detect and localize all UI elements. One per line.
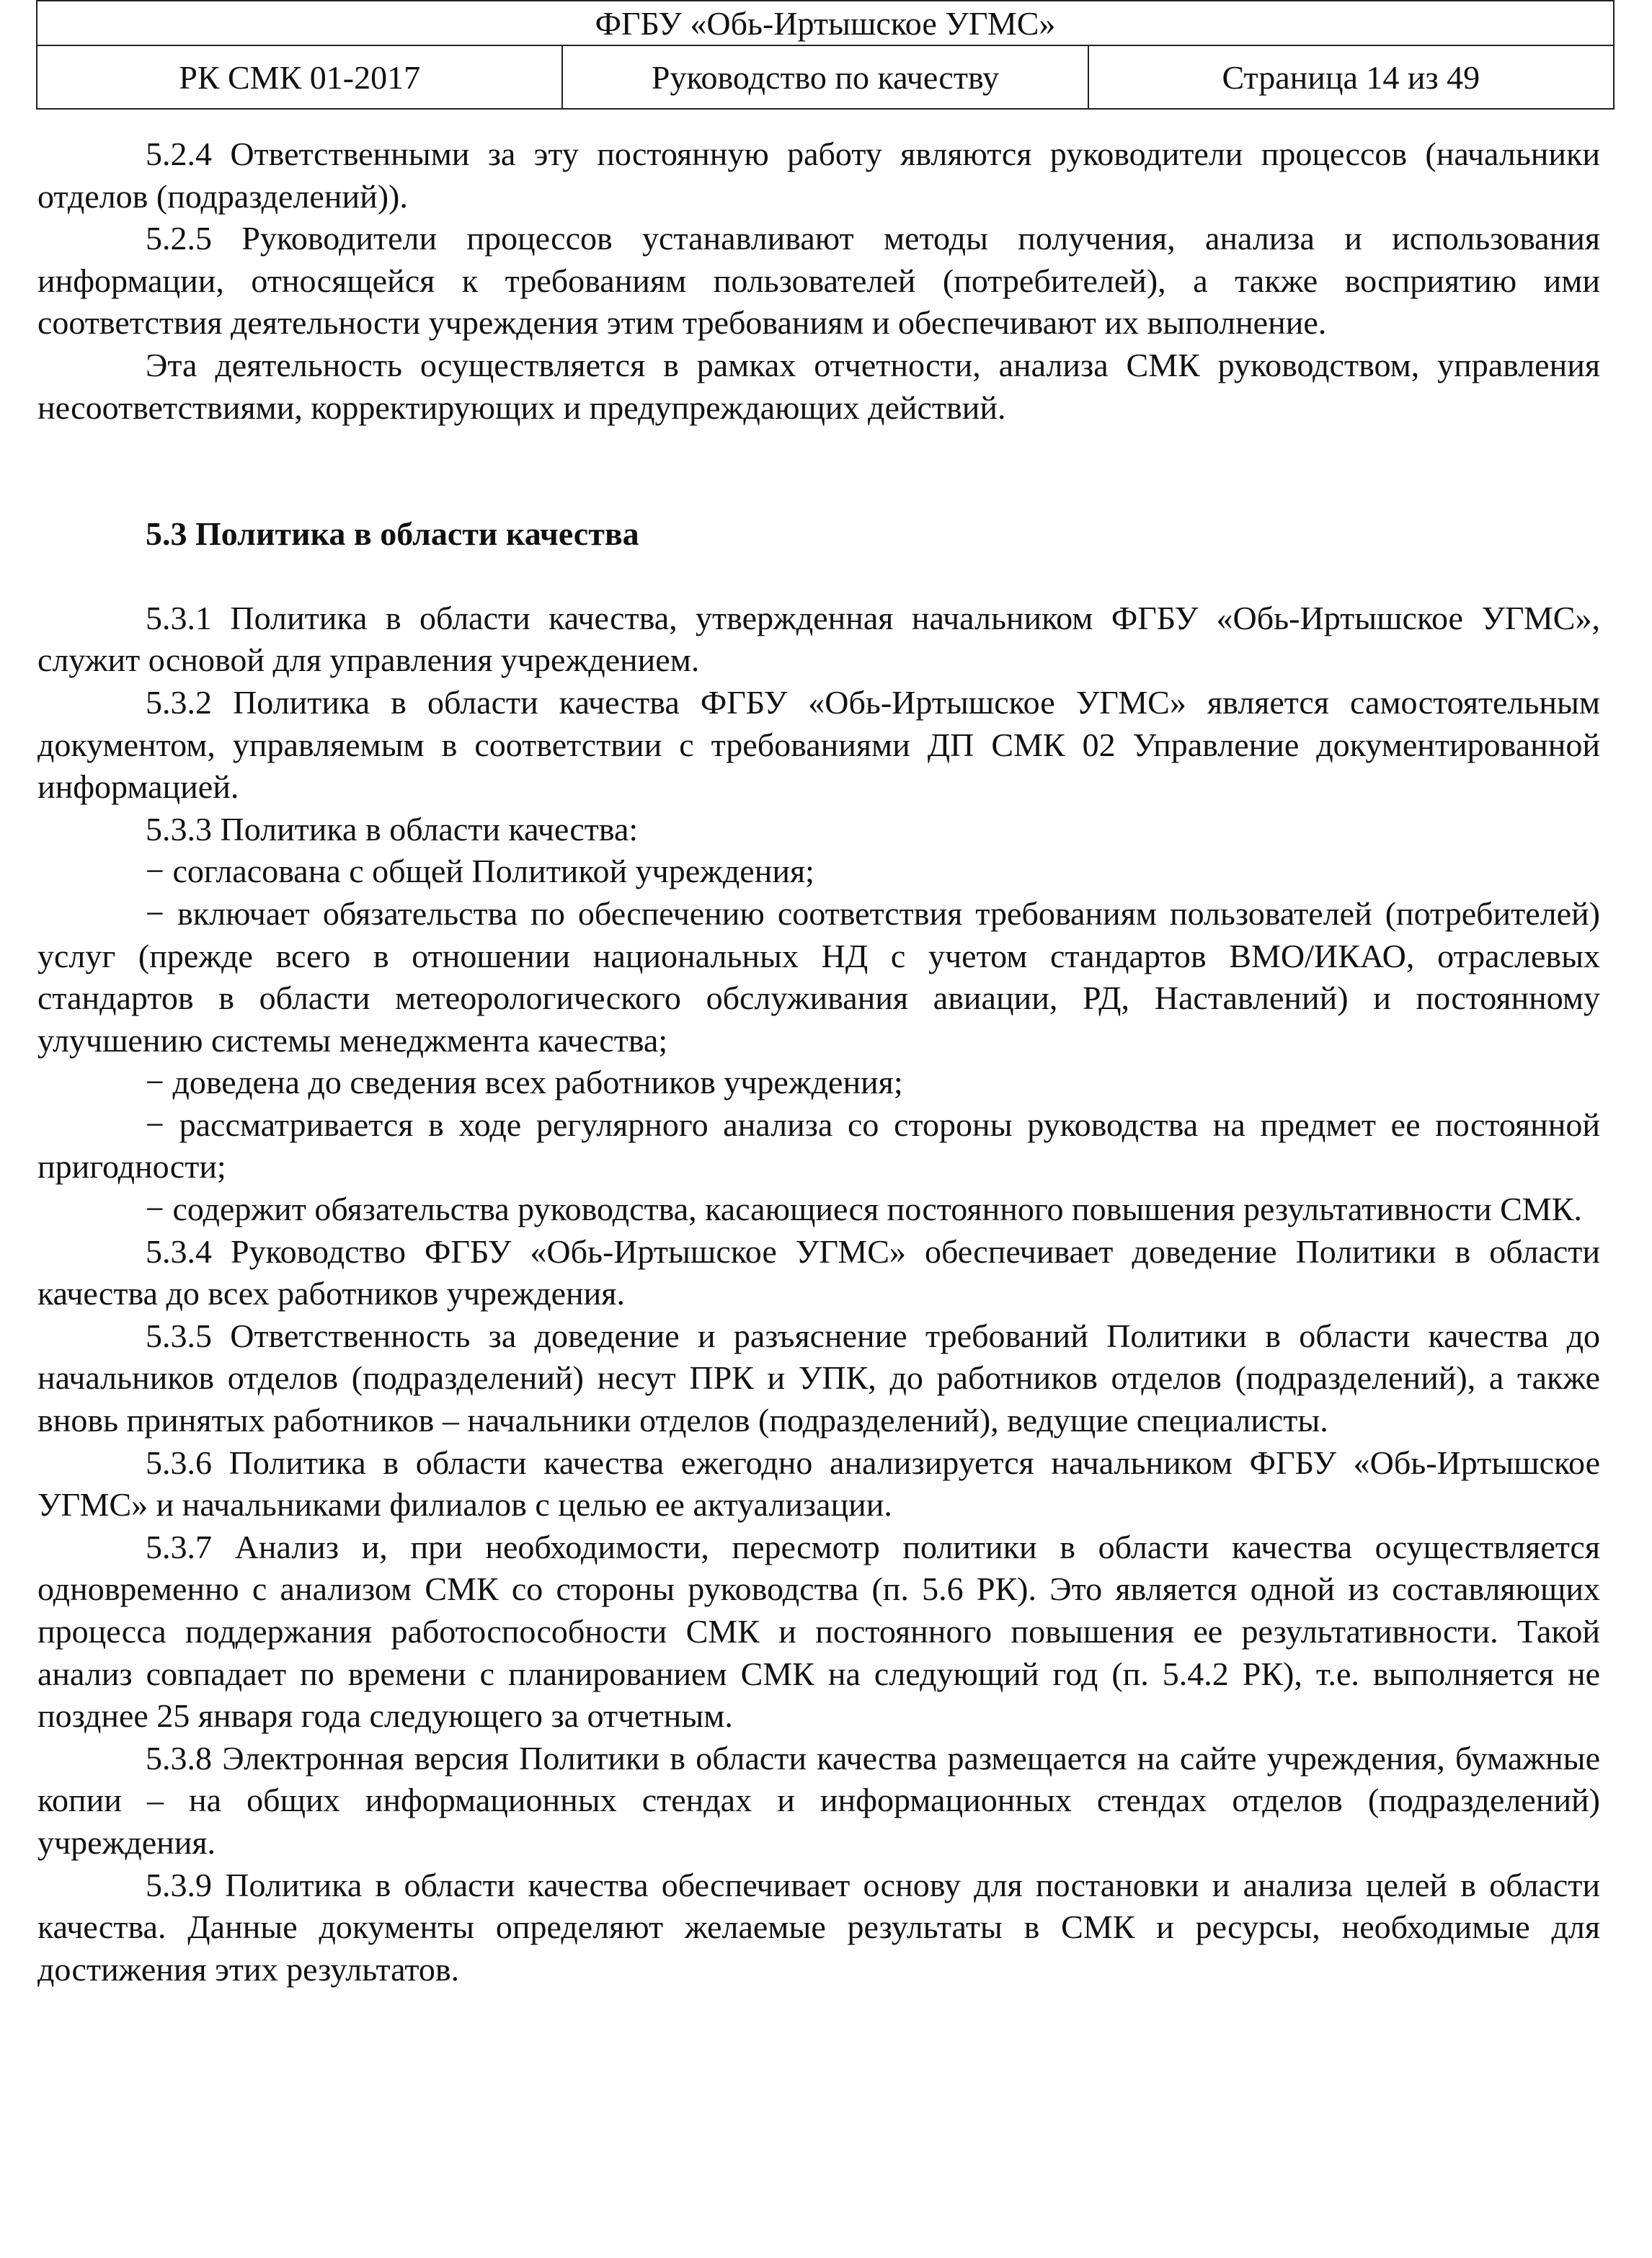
list-item: − рассматривается в ходе регулярного анализа со стороны руководства на предмет ее постоянной пригодности;: [37, 1106, 1600, 1186]
list-item: − содержит обязательства руководства, касающиеся постоянного повышения результативности СМК.: [146, 1191, 1582, 1228]
paragraph-5-3-6: 5.3.6 Политика в области качества ежегодно анализируется начальником ФГБУ «Обь-Иртышское УГМС» и начальниками филиалов с целью ее актуализации.: [37, 1444, 1600, 1524]
list-item: − согласована с общей Политикой учреждения;: [146, 853, 814, 890]
list-item: − доведена до сведения всех работников учреждения;: [146, 1064, 903, 1101]
section-title: 5.3 Политика в области качества: [146, 515, 639, 553]
header-organization: ФГБУ «Обь-Иртышское УГМС»: [37, 1, 1614, 45]
paragraph-5-2-4: 5.2.4 Ответственными за эту постоянную работу являются руководители процессов (начальники отделов (подразделений)).: [37, 135, 1600, 215]
header-doc-code: РК СМК 01-2017: [37, 45, 562, 109]
section-spacer: [37, 556, 1600, 597]
document-body: [37, 133, 1600, 1991]
paragraph-5-3-2: 5.3.2 Политика в области качества ФГБУ «Обь-Иртышское УГМС» является самостоятельным документом, управляемым в соответствии с требованиями ДП СМК 02 Управление документированной информацией.: [37, 683, 1600, 806]
paragraph-5-3-9: 5.3.9 Политика в области качества обеспечивает основу для постановки и анализа целей в области качества. Данные документы определяют желаемые результаты в СМК и ресурсы, необходимые для достижения этих результатов.: [37, 1866, 1600, 1988]
paragraph-5-2-5: 5.2.5 Руководители процессов устанавливают методы получения, анализа и использования информации, относящейся к требованиям пользователей (потребителей), а также восприятию ими соответствия деятельности учреждения этим требованиям и обеспечивают их выполнение.: [37, 220, 1600, 342]
paragraph-5-3-1: 5.3.1 Политика в области качества, утвержденная начальником ФГБУ «Обь-Иртышское УГМС», служит основой для управления учреждением.: [37, 599, 1600, 679]
paragraph-5-3-8: 5.3.8 Электронная версия Политики в области качества размещается на сайте учреждения, бумажные копии – на общих информационных стендах и информационных стендах отделов (подразделений) учреждения.: [37, 1739, 1600, 1861]
document-header-table: [36, 0, 1615, 110]
header-page-info: Страница 14 из 49: [1088, 45, 1614, 109]
paragraph-5-2-5-continued: Эта деятельность осуществляется в рамках отчетности, анализа СМК руководством, управления несоответствиями, корректирующих и предупреждающих действий.: [37, 346, 1600, 426]
paragraph-5-3-5: 5.3.5 Ответственность за доведение и разъяснение требований Политики в области качества до начальников отделов (подразделений) несут ПРК и УПК, до работников отделов (подразделений), а также вновь принятых работников – начальники отделов (подразделений), ведущие специалисты.: [37, 1317, 1600, 1439]
header-doc-title: Руководство по качеству: [562, 45, 1088, 109]
section-spacer: [37, 429, 1600, 513]
paragraph-5-3-3: 5.3.3 Политика в области качества:: [146, 810, 639, 848]
list-item: − включает обязательства по обеспечению соответствия требованиям пользователей (потребителей) услуг (прежде всего в отношении национальных НД с учетом стандартов ВМО/ИКАО, отраслевых стандартов в области метеорологического обслуживания авиации, РД, Наставлений) и постоянному улучшению системы менеджмента качества;: [37, 894, 1600, 1059]
paragraph-5-3-4: 5.3.4 Руководство ФГБУ «Обь-Иртышское УГМС» обеспечивает доведение Политики в области качества до всех работников учреждения.: [37, 1232, 1600, 1312]
paragraph-5-3-7: 5.3.7 Анализ и, при необходимости, пересмотр политики в области качества осуществляется одновременно с анализом СМК со стороны руководства (п. 5.6 РК). Это является одной из составляющих процесса поддержания работоспособности СМК и постоянного повышения ее результативности. Такой анализ совпадает по времени с планированием СМК на следующий год (п. 5.4.2 РК), т.е. выполняется не позднее 25 января года следующего за отчетным.: [37, 1528, 1600, 1735]
